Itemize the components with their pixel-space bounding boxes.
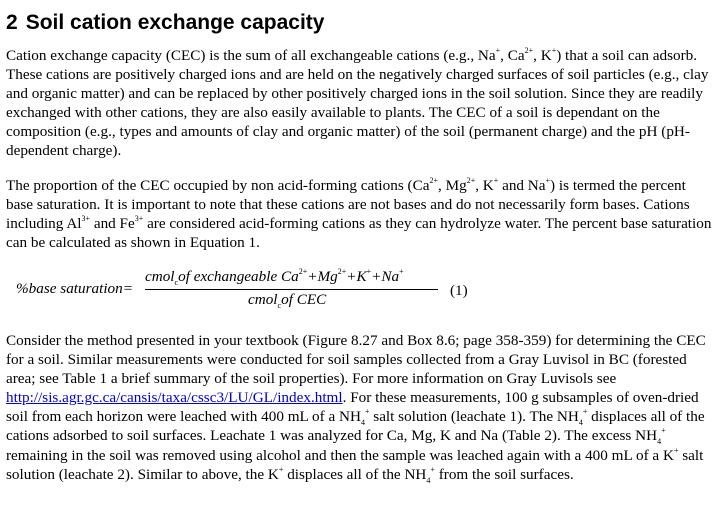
text-run: are considered acid-forming cations as they can hydrolyze water. The percent base saturation can be calculated as shown in Equation 1. — [6, 215, 712, 252]
equation-numerator — [145, 268, 404, 286]
text-run: +K — [346, 268, 367, 285]
paragraph-base-saturation — [6, 176, 716, 252]
subscript: 4 — [426, 475, 431, 485]
subscript: c — [277, 301, 282, 310]
superscript: + — [399, 267, 404, 276]
section-heading — [6, 10, 324, 36]
subscript: 4 — [360, 418, 365, 428]
superscript: + — [278, 464, 284, 474]
text-run: cmol — [145, 268, 175, 285]
text-run: ) is termed the percent base saturation. It is important to note that these cations are not bases and do not necessarily form bases. Cations including Al — [6, 177, 690, 233]
superscript: 2+ — [466, 175, 476, 185]
superscript: 2+ — [337, 267, 347, 276]
superscript: + — [366, 267, 372, 276]
superscript: 2+ — [524, 45, 534, 55]
text-run: and Fe — [90, 215, 135, 233]
paragraph-method — [6, 331, 716, 484]
text-run: , K — [533, 47, 552, 64]
paragraph-cec-definition — [6, 46, 716, 161]
superscript: + — [364, 407, 370, 417]
superscript: + — [545, 175, 551, 185]
equation-denominator — [248, 291, 326, 309]
text-run: +Na — [371, 268, 400, 285]
superscript: 2+ — [298, 267, 308, 276]
section-number: 2 — [6, 11, 18, 34]
superscript: + — [673, 445, 679, 455]
equation-lhs: %base saturation= — [16, 280, 133, 297]
text-run: displaces all of the cations adsorbed to soil surfaces. Leachate 1 was analyzed for Ca, Mg, K and Na (Table 2). The excess NH — [6, 408, 705, 445]
text-run: Cation exchange capacity (CEC) is the sum of all exchangeable cations (e.g., Na — [6, 47, 496, 64]
text-run: from the soil surfaces. — [434, 465, 574, 483]
text-run: . For these measurements, 100 g subsamples of oven-dried soil from each horizon were leached with 400 mL of a NH — [6, 389, 699, 426]
fraction-bar — [145, 289, 438, 290]
text-run: salt solution (leachate 1). The NH — [369, 408, 579, 426]
superscript: 3+ — [134, 214, 144, 224]
text-run: , K — [475, 177, 494, 194]
superscript: + — [493, 175, 499, 185]
text-run: Consider the method presented in your textbook (Figure 8.27 and Box 8.6; page 358-359) for determining the CEC for a soil. Similar measurements were conducted for soil samples collected from a Gray Luvisol in BC (forested area; see Table 1 a brief summary of the soil properties). For more information on Gray Luvisols see — [6, 332, 706, 388]
equation-1 — [16, 266, 476, 314]
text-run: cmol — [248, 291, 278, 308]
superscript: 2+ — [429, 175, 438, 185]
text-run: The proportion of the CEC occupied by non acid-forming cations (Ca — [6, 177, 430, 194]
subscript: c — [174, 278, 179, 287]
superscript: + — [661, 426, 666, 436]
text-run: of CEC — [281, 291, 327, 308]
superscript: + — [582, 407, 588, 417]
gray-luvisol-link[interactable]: http://sis.agr.gc.ca/cansis/taxa/cssc3/LU/GL/index.html — [6, 389, 343, 407]
text-run: , Mg — [437, 177, 467, 194]
superscript: + — [430, 464, 435, 474]
text-run: displaces all of the NH — [283, 465, 427, 483]
equation-number: (1) — [450, 282, 468, 299]
text-run: +Mg — [307, 268, 338, 285]
subscript: 4 — [657, 437, 662, 447]
text-run: remaining in the soil was removed using alcohol and then the sample was leached again with a 400 mL of a K — [6, 446, 674, 464]
superscript: + — [495, 45, 501, 55]
text-run: ) that a soil can adsorb. These cations are positively charged ions and are held on the negatively charged surfaces of soil particles (e.g., clay and organic matter) and can be replaced by other positively charged ions in the soil solution. Since they are readily exchanged with other cations, they are also easily available to plants. The CEC of a soil is dependant on the composition (e.g., types and amounts of clay and organic matter) of the soil (permanent charge) and the pH (pH-dependent charge). — [6, 47, 709, 160]
text-run: , Ca — [500, 47, 525, 64]
subscript: 4 — [578, 418, 583, 428]
section-title: Soil cation exchange capacity — [25, 11, 325, 34]
superscript: + — [551, 45, 557, 55]
text-run: and Na — [498, 177, 546, 194]
text-run: salt solution (leachate 2). Similar to above, the K — [6, 446, 704, 483]
superscript: 3+ — [81, 214, 91, 224]
text-run: of exchangeable Ca — [178, 268, 299, 285]
